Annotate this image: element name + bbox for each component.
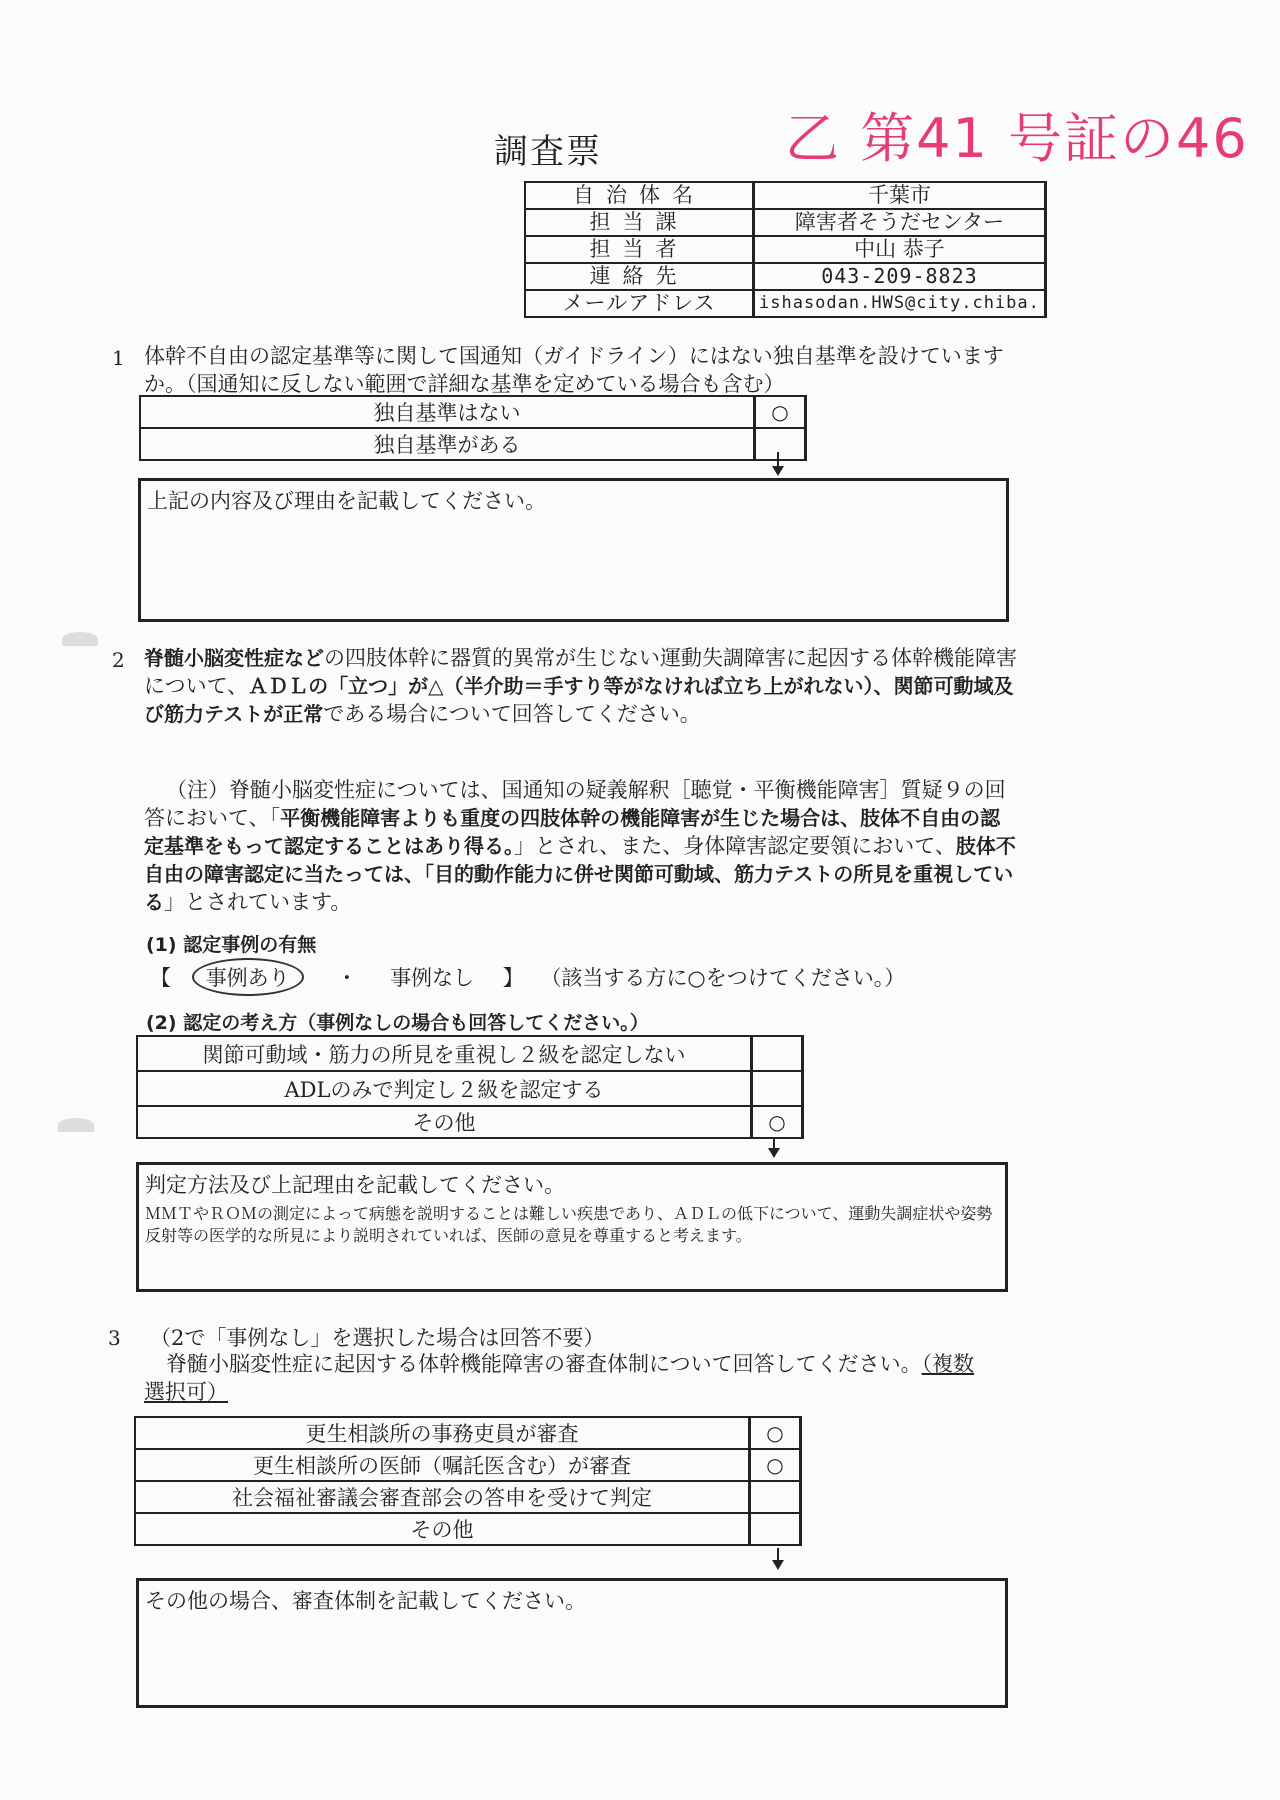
box-label: その他の場合、審査体制を記載してください。 [145,1589,586,1613]
box-answer-text: ＭＭＴやＲＯＭの測定によって病態を説明することは難しい疾患であり、ＡＤＬの低下について、運動失調症状や姿勢反射等の医学的な所見により説明されていれば、医師の意見を尊重すると考えます。 [145,1204,993,1245]
question-3-condition: （2で「事例なし」を選択した場合は回答不要） [150,1326,605,1350]
question-1-options [139,395,807,461]
option-checkbox[interactable] [750,1513,801,1545]
option-row [137,1106,803,1138]
question-2-reason-box[interactable] [136,1162,1008,1292]
sub-question-2-heading: (2) 認定の考え方（事例なしの場合も回答してください。） [146,1012,649,1034]
answer-no[interactable]: 事例なし [390,966,475,990]
info-row [525,209,1045,236]
question-3-options [134,1416,802,1546]
option-label: ADLのみで判定し２級を認定する [137,1071,752,1106]
option-checkbox[interactable] [755,428,806,460]
answer-yes-circled[interactable]: 事例あり [192,958,304,996]
option-row [135,1417,801,1449]
option-checkbox[interactable]: ○ [752,1106,803,1138]
option-checkbox[interactable] [752,1036,803,1071]
option-row [140,428,806,460]
bracket-close: 】 [502,966,524,990]
question-2-text [144,644,1019,728]
info-key: 担当者 [525,236,754,263]
sub-question-1-heading: (1) 認定事例の有無 [146,934,317,956]
emphasis-text: 肢体不自由の障害認定に当たっては、「目的動作能力に併せ関節可動域、筋力テストの所見を重視している [144,834,1016,914]
option-label: 関節可動域・筋力の所見を重視し２級を認定しない [137,1036,752,1071]
option-checkbox[interactable]: ○ [755,396,806,428]
question-3-text [144,1350,984,1406]
option-row [137,1071,803,1106]
option-label: その他 [137,1106,752,1138]
option-row [135,1449,801,1481]
bracket-open: 【 [150,966,171,990]
question-3-system-box[interactable] [136,1578,1008,1708]
option-row [137,1036,803,1071]
plain-text: である場合について回答してください。 [323,702,701,726]
info-row [525,182,1045,209]
option-row [135,1513,801,1545]
plain-text: 」とされ、また、身体障害認定要領において、 [514,834,956,858]
info-value: 千葉市 [754,182,1046,209]
info-row [525,290,1045,317]
question-2-note [144,776,1019,916]
instruction-hint: （該当する方に○をつけてください。） [540,966,906,990]
multi-select-note: （複数選択可） [144,1352,975,1404]
info-value: 043-209-8823 [754,263,1046,290]
option-label: 独自基準はない [140,396,755,428]
question-number: 1 [112,346,125,370]
plain-text: 」とされています。 [164,890,352,914]
option-label: 更生相談所の事務吏員が審査 [135,1417,750,1449]
sub-question-1-answer [150,958,905,996]
emphasis-text: 脊髄小脳変性症など [144,646,324,670]
plain-text: の四肢体幹に器質的異常が生じない運動失調障害に起因する体幹機能障害について、 [144,646,1017,698]
option-checkbox[interactable] [752,1071,803,1106]
respondent-info-table [524,181,1047,318]
question-2-options [136,1035,804,1139]
option-row [140,396,806,428]
question-number: 2 [112,648,125,672]
option-checkbox[interactable] [750,1481,801,1513]
info-value: 障害者そうだセンター [754,209,1046,236]
binder-hole-mark [58,1118,94,1132]
question-number: 3 [108,1326,121,1350]
question-1-reason-box[interactable] [138,478,1009,622]
info-key: メールアドレス [525,290,754,317]
page-title: 調査票 [494,132,602,172]
binder-hole-mark [62,632,98,646]
down-arrow-icon [772,466,784,476]
emphasis-text: 平衡機能障害よりも重度の四肢体幹の機能障害が生じた場合は、肢体不自由の認定基準をもって認定することはあり得る。 [144,806,1001,858]
option-label: 更生相談所の医師（嘱託医含む）が審査 [135,1449,750,1481]
info-key: 担当課 [525,209,754,236]
info-row [525,263,1045,290]
option-label: 社会福祉審議会審査部会の答申を受けて判定 [135,1481,750,1513]
option-row [135,1481,801,1513]
option-checkbox[interactable]: ○ [750,1417,801,1449]
plain-text: （注）脊髄小脳変性症については、国通知の疑義解釈［聴覚・平衡機能障害］質疑９の回答において、「 [144,778,1006,830]
option-checkbox[interactable]: ○ [750,1449,801,1481]
info-row [525,236,1045,263]
evidence-stamp: 乙 第41 号証の46 [785,107,1249,170]
box-label: 判定方法及び上記理由を記載してください。 [145,1173,565,1197]
question-1-text: 体幹不自由の認定基準等に関して国通知（ガイドライン）にはない独自基準を設けていますか。（国通知に反しない範囲で詳細な基準を定めている場合も含む） [144,344,1004,396]
option-label: 独自基準がある [140,428,755,460]
info-value: 中山 恭子 [754,236,1046,263]
down-arrow-icon [768,1148,780,1158]
emphasis-text: ＡＤＬの「立つ」が△（半介助＝手すり等がなければ立ち上がれない）、関節可動域及び筋力テストが正常 [144,674,1014,726]
info-key: 自治体名 [525,182,754,209]
down-arrow-icon [772,1560,784,1570]
info-key: 連絡先 [525,263,754,290]
info-value: ishasodan.HWS@city.chiba. [754,290,1046,317]
box-label: 上記の内容及び理由を記載してください。 [147,489,546,513]
option-label: その他 [135,1513,750,1545]
separator-dot: ・ [336,966,358,990]
plain-text: 脊髄小脳変性症に起因する体幹機能障害の審査体制について回答してください。 [166,1352,922,1376]
